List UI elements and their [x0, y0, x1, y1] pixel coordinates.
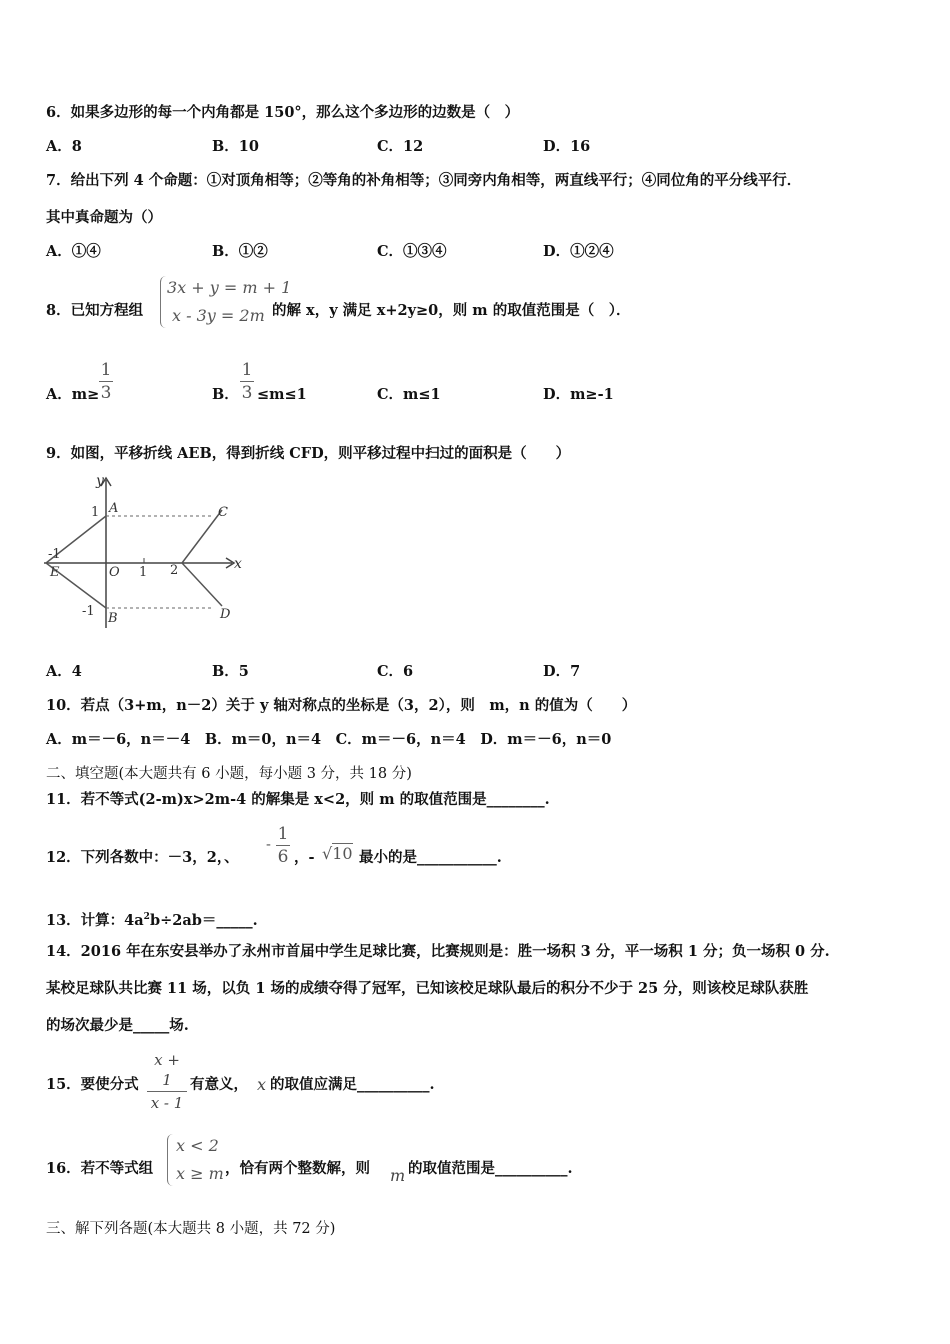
- tick-label-y-1: 1: [91, 505, 100, 520]
- q15-variable: x: [257, 1075, 267, 1094]
- q12-suffix: 最小的是___________.: [359, 849, 502, 866]
- q14-line2: 某校足球队共比赛 11 场，以负 1 场的成绩夺得了冠军，已知该校足球队最后的积分不少于 25 分，则该校足球队获胜: [46, 980, 809, 997]
- q13-exponent: 2: [143, 912, 150, 922]
- q15-prefix: 15．要使分式: [46, 1076, 139, 1093]
- q12-prefix: 12．下列各数中：－3，2，、: [46, 849, 239, 866]
- fraction-denominator: 3: [100, 383, 112, 403]
- q7-option-c: C．①③④: [377, 243, 447, 260]
- tick-label-y-neg1: -1: [82, 604, 95, 619]
- x-axis-label: x: [234, 556, 242, 572]
- q13-suffix: b÷2ab＝_____.: [149, 911, 258, 929]
- q8-option-a-prefix: A．m≥: [46, 386, 100, 403]
- fraction-numerator: x + 1: [154, 1051, 180, 1089]
- q8-option-b-prefix: B．: [212, 386, 239, 403]
- q15-suffix: 的取值应满足__________.: [270, 1076, 435, 1093]
- point-label-d: D: [220, 607, 231, 622]
- point-label-b: B: [108, 611, 118, 626]
- q6-stem: 6．如果多边形的每一个内角都是 150°，那么这个多边形的边数是（ ）: [46, 104, 520, 121]
- q15-fraction: [147, 1050, 187, 1113]
- q9-option-b: B．5: [212, 663, 249, 680]
- q8-prefix: 8．已知方程组: [46, 302, 144, 319]
- q12-sqrt: [322, 844, 353, 863]
- q16-inequality-2: x ≥ m: [176, 1164, 224, 1183]
- q9-figure: [42, 470, 252, 632]
- sqrt-radicand: 10: [332, 844, 353, 863]
- fraction-bar: [147, 1091, 187, 1092]
- q9-stem: 9．如图，平移折线 AEB，得到折线 CFD，则平移过程中扫过的面积是（ ）: [46, 445, 571, 462]
- q8-option-d: D．m≥-1: [543, 386, 614, 403]
- q6-option-b: B．10: [212, 138, 259, 155]
- q16-prefix: 16．若不等式组: [46, 1160, 154, 1177]
- q6-option-c: C．12: [377, 138, 424, 155]
- q10-options: A．m＝－6，n＝－4 B．m＝0，n＝4 C．m＝－6，n＝4 D．m＝－6，n＝0: [46, 731, 612, 748]
- q12-separator: ，-: [294, 849, 315, 866]
- fraction-bar: [99, 381, 113, 382]
- q9-option-c: C．6: [377, 663, 414, 680]
- q6-option-d: D．16: [543, 138, 591, 155]
- tick-label-x-neg1: -1: [48, 547, 61, 562]
- fraction-bar: [276, 845, 290, 846]
- q13-prefix: 13．计算：4a: [46, 911, 144, 929]
- q6-option-a: A．8: [46, 138, 82, 155]
- q7-option-d: D．①②④: [543, 243, 614, 260]
- polyline-aeb: [46, 516, 106, 608]
- q14-line3: 的场次最少是_____场.: [46, 1017, 189, 1034]
- point-label-e: E: [50, 565, 60, 580]
- q9-option-d: D．7: [543, 663, 581, 680]
- q7-option-b: B．①②: [212, 243, 268, 260]
- q8-equation-2: x - 3y = 2m: [172, 306, 265, 325]
- fraction-denominator: 3: [241, 383, 253, 403]
- q9-option-a: A．4: [46, 663, 82, 680]
- q7-stem-line1: 7．给出下列 4 个命题：①对顶角相等；②等角的补角相等；③同旁内角相等，两直线平行；④同位角的平分线平行．: [46, 172, 802, 189]
- q7-option-a: A．①④: [46, 243, 101, 260]
- q8-system-brace: [160, 276, 167, 328]
- q16-inequality-1: x < 2: [176, 1136, 219, 1155]
- q8-option-b-fraction: [240, 360, 254, 403]
- section-2-heading: 二、填空题(本大题共有 6 小题，每小题 3 分，共 18 分): [46, 766, 412, 782]
- q12-negative-sign: -: [266, 837, 271, 853]
- q10-stem: 10．若点（3+m，n－2）关于 y 轴对称点的坐标是（3，2），则 m，n 的值为（ ）: [46, 697, 637, 714]
- q15-mid: 有意义，: [190, 1076, 248, 1093]
- q16-mid: ，恰有两个整数解，则: [225, 1160, 370, 1177]
- q8-option-a-fraction: [99, 360, 113, 403]
- q8-option-c: C．m≤1: [377, 386, 441, 403]
- point-label-c: C: [218, 505, 228, 520]
- fraction-denominator: 6: [277, 847, 289, 867]
- fraction-numerator: 1: [100, 360, 112, 380]
- origin-label: O: [109, 565, 120, 580]
- q8-option-b-suffix: ≤m≤1: [257, 386, 307, 403]
- q11-stem: 11．若不等式(2-m)x>2m-4 的解集是 x<2，则 m 的取值范围是________.: [46, 791, 550, 808]
- q13-stem: [46, 908, 258, 930]
- fraction-denominator: x - 1: [150, 1094, 184, 1112]
- polyline-cfd: [182, 510, 222, 606]
- q8-equation-1: 3x + y = m + 1: [167, 278, 292, 297]
- q7-stem-line2: 其中真命题为（）: [46, 209, 162, 226]
- fraction-numerator: 1: [241, 360, 253, 380]
- q16-suffix: 的取值范围是__________.: [408, 1160, 573, 1177]
- q14-line1: 14．2016 年在东安县举办了永州市首届中学生足球比赛，比赛规则是：胜一场积 3 分，平一场积 1 分；负一场积 0 分.: [46, 943, 830, 960]
- sqrt-symbol-icon: √: [322, 844, 333, 863]
- point-label-a: A: [109, 501, 119, 516]
- q12-fraction: [276, 824, 290, 867]
- y-axis-label: y: [96, 473, 104, 489]
- q16-variable: m: [390, 1166, 406, 1185]
- q8-suffix: 的解 x，y 满足 x+2y≥0，则 m 的取值范围是（ ）．: [272, 302, 631, 319]
- tick-label-x-2: 2: [170, 563, 179, 578]
- q16-system-brace: [167, 1134, 174, 1186]
- section-3-heading: 三、解下列各题(本大题共 8 小题，共 72 分): [46, 1221, 336, 1237]
- fraction-bar: [240, 381, 254, 382]
- tick-label-x-1: 1: [139, 565, 148, 580]
- fraction-numerator: 1: [277, 824, 289, 844]
